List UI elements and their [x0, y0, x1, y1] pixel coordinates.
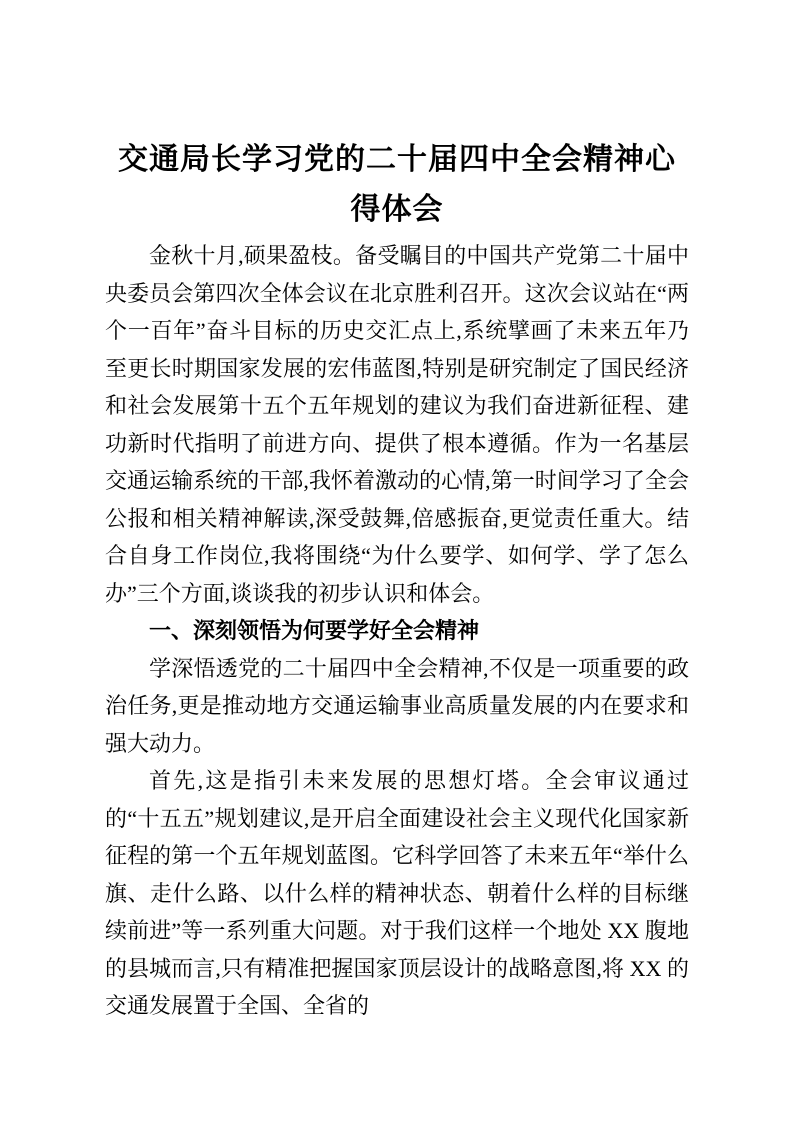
section-1-paragraph-2: 首先,这是指引未来发展的思想灯塔。全会审议通过的“十五五”规划建议,是开启全面建设社会主义现代化国家新征程的第一个五年规划蓝图。它科学回答了未来五年“举什么旗、走什么路、以什么样的精神状态、朝着什么样的目标继续前进”等一系列重大问题。对于我们这样一个地处 XX 腹地的县城而言,只有精准把握国家顶层设计的战略意图,将 XX 的交通发展置于全国、全省的	[105, 768, 689, 1018]
paragraph-opening: 金秋十月,硕果盈枝。备受瞩目的中国共产党第二十届中央委员会第四次全体会议在北京胜利召开。这次会议站在“两个一百年”奋斗目标的历史交汇点上,系统擘画了未来五年乃至更长时期国家发展的宏伟蓝图,特别是研究制定了国民经济和社会发展第十五个五年规划的建议为我们奋进新征程、建功新时代指明了前进方向、提供了根本遵循。作为一名基层交通运输系统的干部,我怀着激动的心情,第一时间学习了全会公报和相关精神解读,深受鼓舞,倍感振奋,更觉责任重大。结合自身工作岗位,我将围绕“为什么要学、如何学、学了怎么办”三个方面,谈谈我的初步认识和体会。	[105, 243, 689, 606]
section-1-heading: 一、深刻领悟为何要学好全会精神	[149, 618, 480, 643]
document-title: 交通局长学习党的二十届四中全会精神心得体会	[118, 143, 676, 226]
section-1-paragraph-1: 学深悟透党的二十届四中全会精神,不仅是一项重要的政治任务,更是推动地方交通运输事业高质量发展的内在要求和强大动力。	[105, 655, 689, 756]
